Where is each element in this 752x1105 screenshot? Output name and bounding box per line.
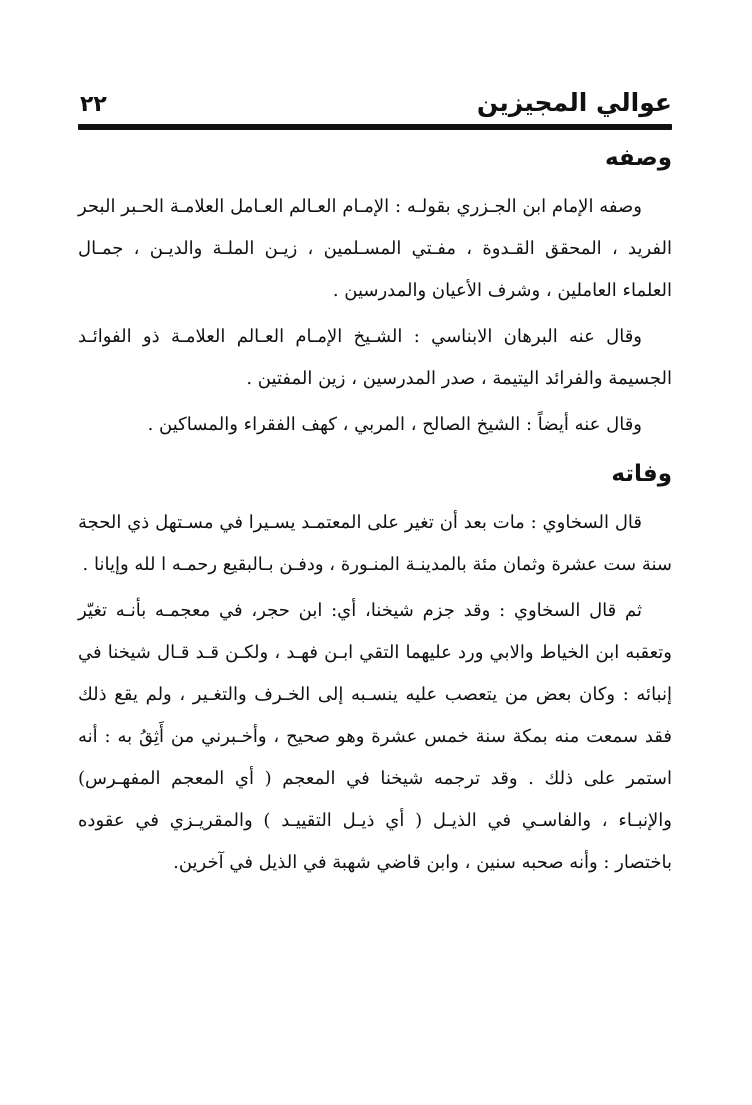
- header-rule: [78, 124, 672, 130]
- paragraph: وصفه الإمام ابن الجـزري بقولـه : الإمـام العـالم العـامل العلامـة الحـبر البحر الفريد ، المحقق القـدوة ، مفـتي المسـلمين ، زيـن الملـة والديـن ، جمـال العلماء العاملين ، وشرف الأعيان والمدرسين .: [78, 196, 672, 301]
- page-body: [78, 138, 672, 888]
- section-death: [78, 454, 672, 884]
- paragraph: ثم قال السخاوي : وقد جزم شيخنا، أي: ابن حجر، في معجمـه بأنـه تغيّر وتعقبه ابن الخياط والابي ورد عليهما التقي ابـن فهـد ، ولكـن قـد قـال شيخنا في إنبائه : وكان بعض من يتعصب عليه ينسـبه إلى الخـرف والتغـير ، ولم يقع ذلك فقد سمعت منه بمكة سنة خمس عشرة وهو صحيح ، وأخـبرني من أَثِقُ به : أنه استمر على ذلك . وقد ترجمه شيخنا في المعجم ( أي المعجم المفهـرس) والإنبـاء ، والفاسـي في الذيـل ( أي ذيـل التقييـد ) والمقريـزي في عقوده باختصار : وأنه صحبه سنين ، وابن قاضي شهبة في الذيل في آخرين.: [78, 600, 672, 873]
- section-heading: وفاته: [611, 461, 672, 487]
- section-description: [78, 138, 672, 446]
- paragraph: وقال عنه البرهان الابناسي : الشـيخ الإمـام العـالم العلامـة ذو الفوائـد الجسيمة والفرائد اليتيمة ، صدر المدرسين ، زين المفتين .: [78, 326, 672, 389]
- page-number: ٢٢: [80, 92, 107, 117]
- paragraph: وقال عنه أيضاً : الشيخ الصالح ، المربي ، كهف الفقراء والمساكين .: [147, 414, 642, 435]
- section-heading: وصفه: [604, 145, 672, 171]
- running-header: [78, 84, 672, 124]
- book-title: عوالي المجيزين: [476, 88, 672, 117]
- paragraph: قال السخاوي : مات بعد أن تغير على المعتمـد يسـيرا في مسـتهل ذي الحجة سنة ست عشرة وثمان مئة بالمدينـة المنـورة ، ودفـن بـالبقيع رحمـه ا لله وإيانا .: [78, 512, 672, 575]
